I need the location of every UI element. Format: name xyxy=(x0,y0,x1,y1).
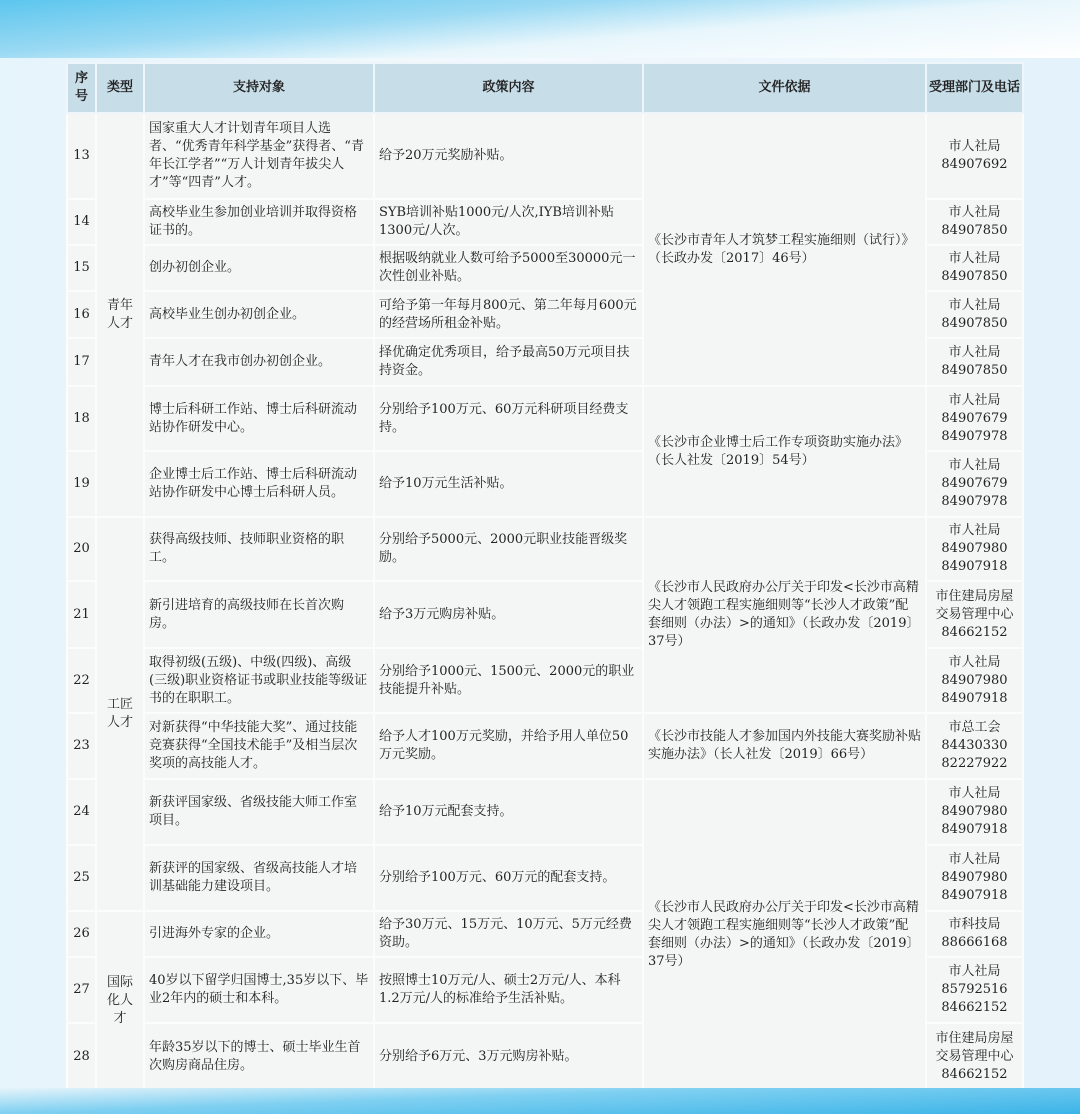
document-basis: 《长沙市企业博士后工作专项资助实施办法》（长人社发〔2019〕54号） xyxy=(643,386,926,517)
support-target: 取得初级(五级)、中级(四级)、高级(三级)职业资格证书或职业技能等级证书的在职职工。 xyxy=(144,648,374,713)
row-number: 22 xyxy=(67,648,96,713)
row-number: 24 xyxy=(67,779,96,845)
row-number: 15 xyxy=(67,245,96,291)
header-type: 类型 xyxy=(96,63,144,113)
department-phone: 市住建局房屋 交易管理中心 84662152 xyxy=(926,1023,1023,1091)
department-phone: 市科技局 88666168 xyxy=(926,911,1023,957)
header-target: 支持对象 xyxy=(144,63,374,113)
department-phone: 市人社局 84907692 xyxy=(926,113,1023,199)
department-phone: 市总工会 84430330 82227922 xyxy=(926,713,1023,779)
support-target: 获得高级技师、技师职业资格的职工。 xyxy=(144,517,374,581)
policy-content: 择优确定优秀项目，给予最高50万元项目扶持资金。 xyxy=(374,338,643,386)
policy-content: 给予10万元配套支持。 xyxy=(374,779,643,845)
support-target: 博士后科研工作站、博士后科研流动站协作研发中心。 xyxy=(144,386,374,451)
policy-content: 给予3万元购房补贴。 xyxy=(374,581,643,648)
policy-content: 分别给予100万元、60万元科研项目经费支持。 xyxy=(374,386,643,451)
policy-content: 给予20万元奖励补贴。 xyxy=(374,113,643,199)
policy-content: SYB培训补贴1000元/人次,IYB培训补贴1300元/人次。 xyxy=(374,199,643,245)
department-phone: 市人社局 84907980 84907918 xyxy=(926,779,1023,845)
table-row xyxy=(67,517,1023,581)
department-phone: 市人社局 84907980 84907918 xyxy=(926,845,1023,911)
support-target: 新引进培育的高级技师在长首次购房。 xyxy=(144,581,374,648)
talent-type: 青年人才 xyxy=(96,113,144,517)
department-phone: 市人社局 84907679 84907978 xyxy=(926,386,1023,451)
row-number: 19 xyxy=(67,451,96,517)
support-target: 40岁以下留学归国博士,35岁以下、毕业2年内的硕士和本科。 xyxy=(144,957,374,1023)
row-number: 27 xyxy=(67,957,96,1023)
department-phone: 市人社局 84907850 xyxy=(926,199,1023,245)
department-phone: 市人社局 84907850 xyxy=(926,338,1023,386)
bottom-decorative-band xyxy=(0,1088,1080,1114)
talent-policy-table xyxy=(66,62,1024,1092)
policy-content: 可给予第一年每月800元、第二年每月600元的经营场所租金补贴。 xyxy=(374,291,643,338)
header-department: 受理部门及电话 xyxy=(926,63,1023,113)
support-target: 年龄35岁以下的博士、硕士毕业生首次购房商品住房。 xyxy=(144,1023,374,1091)
policy-content: 按照博士10万元/人、硕士2万元/人、本科1.2万元/人的标准给予生活补贴。 xyxy=(374,957,643,1023)
row-number: 23 xyxy=(67,713,96,779)
support-target: 创办初创企业。 xyxy=(144,245,374,291)
talent-type: 国际化人才 xyxy=(96,911,144,1091)
support-target: 高校毕业生参加创业培训并取得资格证书的。 xyxy=(144,199,374,245)
row-number: 14 xyxy=(67,199,96,245)
header-no: 序号 xyxy=(67,63,96,113)
policy-content: 给予人才100万元奖励，并给予用人单位50万元奖励。 xyxy=(374,713,643,779)
policy-content: 给予10万元生活补贴。 xyxy=(374,451,643,517)
row-number: 21 xyxy=(67,581,96,648)
row-number: 13 xyxy=(67,113,96,199)
row-number: 18 xyxy=(67,386,96,451)
talent-type: 工匠人才 xyxy=(96,517,144,911)
top-decorative-band xyxy=(0,0,1080,58)
table-row xyxy=(67,713,1023,779)
department-phone: 市人社局 84907850 xyxy=(926,291,1023,338)
document-basis: 《长沙市技能人才参加国内外技能大赛奖励补贴实施办法》（长人社发〔2019〕66号） xyxy=(643,713,926,779)
department-phone: 市人社局 85792516 84662152 xyxy=(926,957,1023,1023)
policy-content: 根据吸纳就业人数可给予5000至30000元一次性创业补贴。 xyxy=(374,245,643,291)
department-phone: 市住建局房屋 交易管理中心 84662152 xyxy=(926,581,1023,648)
table-header-row xyxy=(67,63,1023,113)
document-basis: 《长沙市人民政府办公厅关于印发<长沙市高精尖人才领跑工程实施细则等“长沙人才政策”配套细则（办法）>的通知》（长政办发〔2019〕37号） xyxy=(643,517,926,713)
row-number: 25 xyxy=(67,845,96,911)
header-document: 文件依据 xyxy=(643,63,926,113)
policy-content: 分别给予5000元、2000元职业技能晋级奖励。 xyxy=(374,517,643,581)
policy-content: 分别给予6万元、3万元购房补贴。 xyxy=(374,1023,643,1091)
department-phone: 市人社局 84907850 xyxy=(926,245,1023,291)
support-target: 新获评的国家级、省级高技能人才培训基础能力建设项目。 xyxy=(144,845,374,911)
support-target: 对新获得“中华技能大奖”、通过技能竞赛获得“全国技术能手”及相当层次奖项的高技能人才。 xyxy=(144,713,374,779)
support-target: 青年人才在我市创办初创企业。 xyxy=(144,338,374,386)
department-phone: 市人社局 84907980 84907918 xyxy=(926,517,1023,581)
row-number: 28 xyxy=(67,1023,96,1091)
row-number: 20 xyxy=(67,517,96,581)
document-basis: 《长沙市青年人才筑梦工程实施细则（试行）》（长政办发〔2017〕46号） xyxy=(643,113,926,386)
department-phone: 市人社局 84907679 84907978 xyxy=(926,451,1023,517)
table-row xyxy=(67,779,1023,845)
table-row xyxy=(67,113,1023,199)
row-number: 17 xyxy=(67,338,96,386)
department-phone: 市人社局 84907980 84907918 xyxy=(926,648,1023,713)
row-number: 26 xyxy=(67,911,96,957)
row-number: 16 xyxy=(67,291,96,338)
header-policy: 政策内容 xyxy=(374,63,643,113)
support-target: 高校毕业生创办初创企业。 xyxy=(144,291,374,338)
policy-content: 分别给予100万元、60万元的配套支持。 xyxy=(374,845,643,911)
support-target: 引进海外专家的企业。 xyxy=(144,911,374,957)
policy-content: 给予30万元、15万元、10万元、5万元经费资助。 xyxy=(374,911,643,957)
support-target: 国家重大人才计划青年项目人选者、“优秀青年科学基金”获得者、“青年长江学者”“万人计划青年拔尖人才”等“四青”人才。 xyxy=(144,113,374,199)
document-basis: 《长沙市人民政府办公厅关于印发<长沙市高精尖人才领跑工程实施细则等“长沙人才政策”配套细则（办法）>的通知》（长政办发〔2019〕37号） xyxy=(643,779,926,1091)
policy-content: 分别给予1000元、1500元、2000元的职业技能提升补贴。 xyxy=(374,648,643,713)
table-row xyxy=(67,386,1023,451)
support-target: 企业博士后工作站、博士后科研流动站协作研发中心博士后科研人员。 xyxy=(144,451,374,517)
support-target: 新获评国家级、省级技能大师工作室项目。 xyxy=(144,779,374,845)
